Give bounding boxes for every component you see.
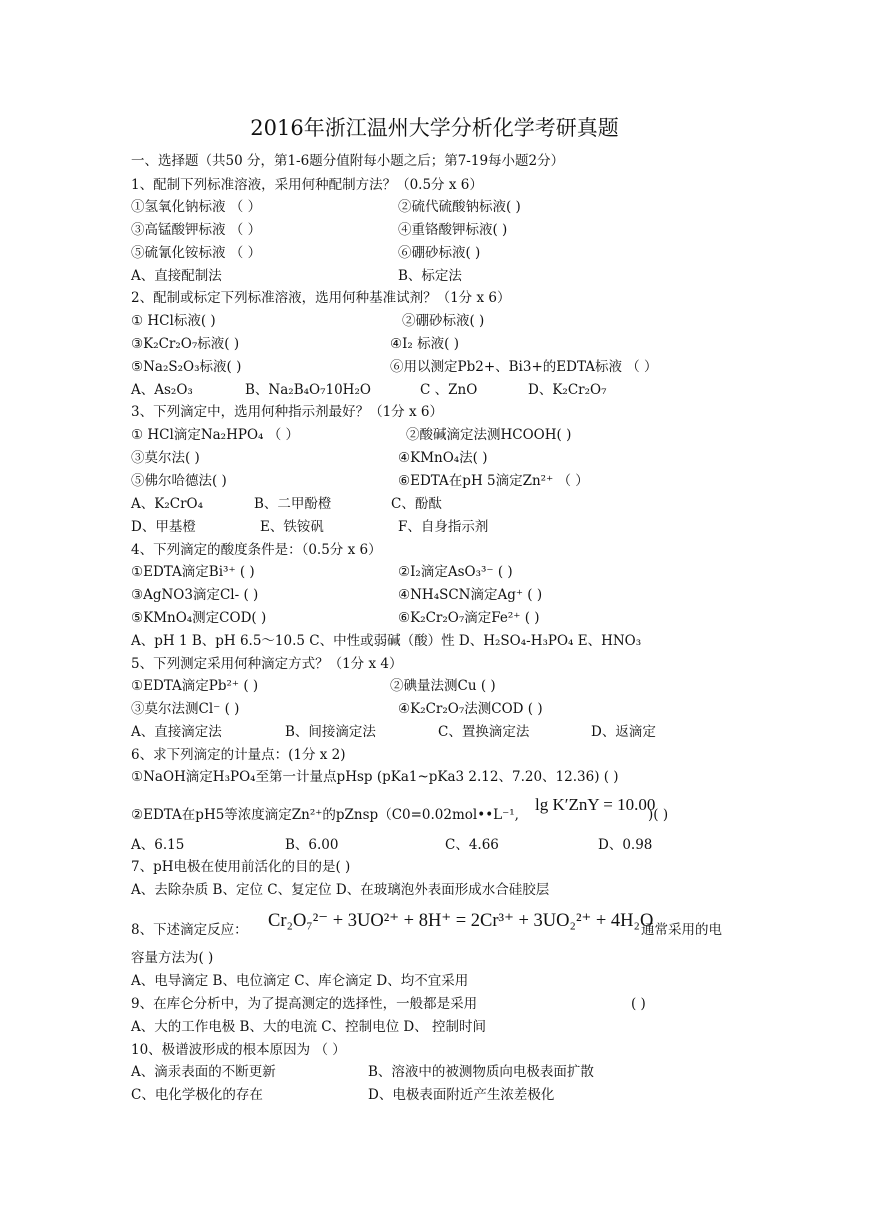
q4-options: A、pH 1 B、pH 6.5～10.5 C、中性或弱碱（酸）性 D、H₂SO₄-H₃PO₄ E、HNO₃ bbox=[131, 633, 642, 649]
q6-item-1: ①NaOH滴定H₃PO₄至第一计量点pHsp (pKa1~pKa3 2.12、7.20、12.36) ( ) bbox=[131, 769, 619, 785]
q2-item-3: ③K₂Cr₂O₇标液( ) bbox=[131, 336, 240, 352]
q10-option-d: D、电极表面附近产生浓差极化 bbox=[368, 1087, 555, 1103]
q2-item-1: ① HCl标液( ) bbox=[131, 313, 216, 329]
q9-stem: 9、在库仑分析中，为了提高测定的选择性，一般都是采用 bbox=[131, 996, 478, 1012]
q5-item-1: ①EDTA滴定Pb²⁺ ( ) bbox=[131, 678, 259, 694]
q1-item-4: ④重铬酸钾标液( ) bbox=[398, 222, 508, 238]
q2-option-d: D、K₂Cr₂O₇ bbox=[528, 382, 607, 398]
q2-item-6: ⑥用以测定Pb2+、Bi3+的EDTA标液 （ ） bbox=[390, 359, 658, 375]
q3-item-5: ⑤佛尔哈德法( ) bbox=[131, 473, 227, 489]
q5-option-c: C、置换滴定法 bbox=[438, 724, 530, 740]
page-title: 2016年浙江温州大学分析化学考研真题 bbox=[250, 116, 619, 140]
q8-stem-line2: 容量方法为( ) bbox=[131, 950, 214, 966]
q6-formula: lg K′ZnY = 10.00 bbox=[535, 795, 656, 814]
q2-option-b: B、Na₂B₄O₇10H₂O bbox=[245, 382, 371, 398]
q3-option-a: A、K₂CrO₄ bbox=[131, 496, 204, 512]
q7-stem: 7、pH电极在使用前活化的目的是( ) bbox=[131, 859, 351, 875]
q10-option-a: A、滴汞表面的不断更新 bbox=[131, 1064, 276, 1080]
q5-item-3: ③莫尔法测Cl⁻ ( ) bbox=[131, 701, 240, 717]
q6-option-b: B、6.00 bbox=[285, 837, 339, 853]
q4-item-2: ②I₂滴定AsO₃³⁻ ( ) bbox=[398, 564, 513, 580]
q3-item-6: ⑥EDTA在pH 5滴定Zn²⁺ （ ） bbox=[398, 473, 589, 489]
q5-option-b: B、间接滴定法 bbox=[285, 724, 376, 740]
q3-item-2: ②酸碱滴定法测HCOOH( ) bbox=[406, 427, 572, 443]
q3-option-d: D、甲基橙 bbox=[131, 519, 196, 535]
q5-option-a: A、直接滴定法 bbox=[131, 724, 222, 740]
q1-option-b: B、标定法 bbox=[398, 268, 462, 284]
q3-stem: 3、下列滴定中，选用何种指示剂最好？（1分 x 6） bbox=[131, 404, 443, 420]
q5-item-4: ④K₂Cr₂O₇法测COD ( ) bbox=[398, 701, 543, 717]
q5-stem: 5、下列测定采用何种滴定方式？（1分 x 4） bbox=[131, 656, 403, 672]
q3-item-4: ④KMnO₄法( ) bbox=[398, 450, 488, 466]
q2-item-2: ②硼砂标液( ) bbox=[402, 313, 485, 329]
q5-option-d: D、返滴定 bbox=[591, 724, 656, 740]
q3-option-c: C、酚酞 bbox=[391, 496, 442, 512]
q2-item-5: ⑤Na₂S₂O₃标液( ) bbox=[131, 359, 242, 375]
q1-stem: 1、配制下列标准溶液，采用何种配制方法？（0.5分 x 6） bbox=[131, 177, 483, 193]
q6-option-a: A、6.15 bbox=[131, 837, 185, 853]
q7-options: A、去除杂质 B、定位 C、复定位 D、在玻璃泡外表面形成水合硅胶层 bbox=[131, 882, 550, 898]
q8-stem-suffix: 通常采用的电 bbox=[641, 922, 722, 938]
q2-item-4: ④I₂ 标液( ) bbox=[390, 336, 459, 352]
q9-paren: ( ) bbox=[631, 996, 646, 1012]
q1-item-1: ①氢氧化钠标液 （ ） bbox=[131, 199, 262, 215]
q10-option-b: B、溶液中的被测物质向电极表面扩散 bbox=[368, 1064, 594, 1080]
q6-item-2-suffix: )( ) bbox=[648, 807, 669, 823]
q2-option-a: A、As₂O₃ bbox=[131, 382, 193, 398]
q6-option-d: D、0.98 bbox=[598, 837, 653, 853]
q9-options: A、大的工作电极 B、大的电流 C、控制电位 D、 控制时间 bbox=[131, 1019, 486, 1035]
q1-item-3: ③高锰酸钾标液 （ ） bbox=[131, 222, 262, 238]
q1-item-5: ⑤硫氰化铵标液 （ ） bbox=[131, 245, 262, 261]
q3-option-f: F、自身指示剂 bbox=[398, 519, 489, 535]
q6-item-2-prefix: ②EDTA在pH5等浓度滴定Zn²⁺的pZnsp（C0=0.02mol••L⁻¹, bbox=[131, 807, 519, 823]
q5-item-2: ②碘量法测Cu ( ) bbox=[390, 678, 496, 694]
q1-item-6: ⑥硼砂标液( ) bbox=[398, 245, 481, 261]
q1-item-2: ②硫代硫酸钠标液( ) bbox=[398, 199, 521, 215]
q4-item-4: ④NH₄SCN滴定Ag⁺ ( ) bbox=[398, 587, 543, 603]
q2-stem: 2、配制或标定下列标准溶液，选用何种基准试剂？（1分 x 6） bbox=[131, 290, 511, 306]
q4-item-3: ③AgNO3滴定Cl- ( ) bbox=[131, 587, 259, 603]
q2-option-c: C 、ZnO bbox=[420, 382, 478, 398]
q4-stem: 4、下列滴定的酸度条件是：（0.5分 x 6） bbox=[131, 542, 382, 558]
q6-stem: 6、求下列滴定的计量点：(1分 x 2) bbox=[131, 747, 346, 763]
q8-formula: Cr₂O₇²⁻ + 3UO²⁺ + 8H⁺ = 2Cr³⁺ + 3UO₂²⁺ + 4H₂O bbox=[268, 911, 654, 931]
q4-item-6: ⑥K₂Cr₂O₇滴定Fe²⁺ ( ) bbox=[398, 610, 540, 626]
q3-option-e: E、铁铵矾 bbox=[260, 519, 324, 535]
section-heading: 一、选择题（共50 分，第1-6题分值附每小题之后；第7-19每小题2分） bbox=[131, 153, 565, 169]
q8-options: A、电导滴定 B、电位滴定 C、库仑滴定 D、均不宜采用 bbox=[131, 973, 469, 989]
q10-option-c: C、电化学极化的存在 bbox=[131, 1087, 263, 1103]
q8-stem-prefix: 8、下述滴定反应： bbox=[131, 922, 248, 938]
q3-item-1: ① HCl滴定Na₂HPO₄ （ ） bbox=[131, 427, 300, 443]
q4-item-1: ①EDTA滴定Bi³⁺ ( ) bbox=[131, 564, 255, 580]
q10-stem: 10、极谱波形成的根本原因为 （ ） bbox=[131, 1042, 346, 1058]
q4-item-5: ⑤KMnO₄测定COD( ) bbox=[131, 610, 267, 626]
q1-option-a: A、直接配制法 bbox=[131, 268, 222, 284]
q3-item-3: ③莫尔法( ) bbox=[131, 450, 200, 466]
q3-option-b: B、二甲酚橙 bbox=[254, 496, 332, 512]
q6-option-c: C、4.66 bbox=[445, 837, 499, 853]
